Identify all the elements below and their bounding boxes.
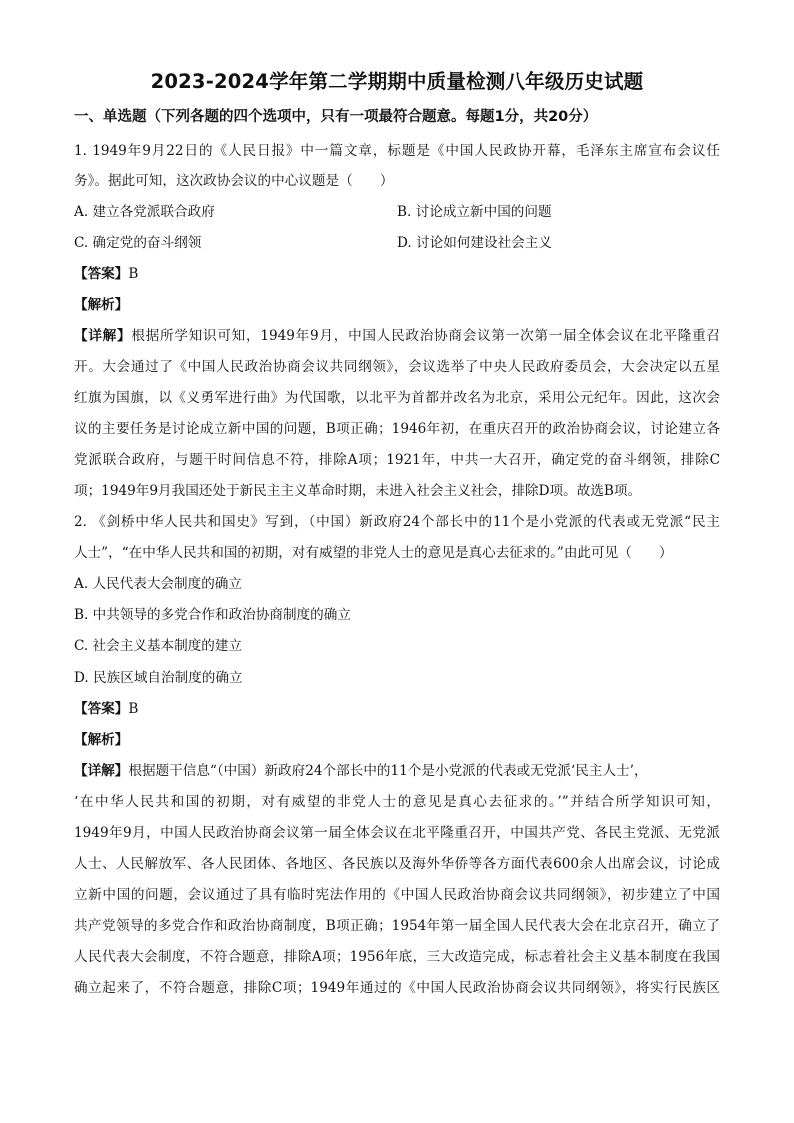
q1-option-b: B. 讨论成立新中国的问题: [397, 204, 552, 220]
q2-detail-line: 立新中国的问题，会议通过了具有临时宪法作用的《中国人民政治协商会议共同纲领》，初步建立了中国: [74, 887, 720, 903]
q2-option-b: B. 中共领导的多党合作和政治协商制度的确立: [74, 607, 351, 623]
answer-tag: 【答案】: [74, 701, 129, 717]
q2-detail-line: ‘在中华人民共和国的初期，对有威望的非党人士的意见是真心去征求的。’”并结合所学知识可知，: [74, 794, 720, 810]
section-heading: 一、单选题（下列各题的四个选项中，只有一项最符合题意。每题1分，共20分）: [74, 109, 598, 125]
q1-detail-line: 红旗为国旗，以《义勇军进行曲》为代国歌，以北平为首都并改名为北京，采用公元纪年。因此，这次会: [74, 390, 720, 406]
detail-text: 根据所学知识可知，1949年9月，中国人民政治协商会议第一次第一届全体会议在北平隆重召: [131, 328, 721, 344]
detail-tag: 【详解】: [74, 328, 132, 344]
detail-text: 根据题干信息“（中国）新政府24个部长中的11个是小党派的代表或无党派‘民主人士’，: [128, 763, 648, 779]
q2-stem-line: 2. 《剑桥中华人民共和国史》写到，（中国）新政府24个部长中的11个是小党派的代表或无党派“民主: [74, 514, 720, 530]
q1-detail-line: 党派联合政府，与题干时间信息不符，排除A项；1921年，中共一大召开，确定党的奋斗纲领，排除C: [74, 452, 720, 468]
q1-option-a: A. 建立各党派联合政府: [74, 204, 215, 220]
page-title: 2023-2024学年第二学期期中质量检测八年级历史试题: [150, 70, 644, 93]
analysis-tag: 【解析】: [74, 732, 129, 748]
q1-stem-line: 1. 1949年9月22日的《人民日报》中一篇文章，标题是《中国人民政协开幕，毛泽东主席宣布会议任: [74, 143, 720, 159]
q2-analysis-heading: [74, 730, 128, 750]
detail-tag: 【详解】: [74, 763, 129, 779]
q2-detail-line: [74, 761, 648, 781]
q1-detail-line: [74, 326, 720, 346]
q2-detail-line: 1949年9月，中国人民政治协商会议第一届全体会议在北平隆重召开，中国共产党、各民主党派、无党派: [74, 825, 720, 841]
q1-detail-line: 开。大会通过了《中国人民政治协商会议共同纲领》，会议选举了中央人民政府委员会，大会决定以五星: [74, 359, 720, 375]
answer-value: B: [128, 266, 139, 282]
analysis-tag: 【解析】: [74, 297, 129, 313]
q1-detail-line: 项；1949年9月我国还处于新民主主义革命时期，未进入社会主义社会，排除D项。故选B项。: [74, 483, 642, 499]
q2-option-d: D. 民族区域自治制度的确立: [74, 670, 243, 686]
q2-detail-line: 共产党领导的多党合作和政治协商制度，B项正确；1954年第一届全国人民代表大会在北京召开，确立了: [74, 918, 720, 934]
answer-tag: 【答案】: [74, 266, 129, 282]
q2-option-c: C. 社会主义基本制度的建立: [74, 638, 243, 654]
q2-stem-line: 人士”，“在中华人民共和国的初期，对有威望的非党人士的意见是真心去征求的。”由此可见（ ）: [74, 545, 673, 561]
q1-stem-line: 务》。据此可知，这次政协会议的中心议题是（ ）: [74, 173, 394, 189]
answer-value: B: [128, 701, 139, 717]
q2-option-a: A. 人民代表大会制度的确立: [74, 576, 242, 592]
q2-detail-line: 确立起来了，不符合题意，排除C项；1949年通过的《中国人民政治协商会议共同纲领》，将实行民族区: [74, 980, 720, 996]
q1-analysis-heading: [74, 295, 128, 315]
q1-option-d: D. 讨论如何建设社会主义: [397, 235, 552, 251]
q2-detail-line: 人民代表大会制度，不符合题意，排除A项；1956年底，三大改造完成，标志着社会主义基本制度在我国: [74, 949, 720, 965]
q1-option-c: C. 确定党的奋斗纲领: [74, 235, 202, 251]
q2-detail-line: 人士、人民解放军、各人民团体、各地区、各民族以及海外华侨等各方面代表600余人出席会议，讨论成: [74, 856, 720, 872]
q2-answer: [74, 699, 138, 719]
q1-detail-line: 议的主要任务是讨论成立新中国的问题，B项正确；1946年初，在重庆召开的政治协商会议，讨论建立各: [74, 421, 720, 437]
q1-answer: [74, 264, 138, 284]
